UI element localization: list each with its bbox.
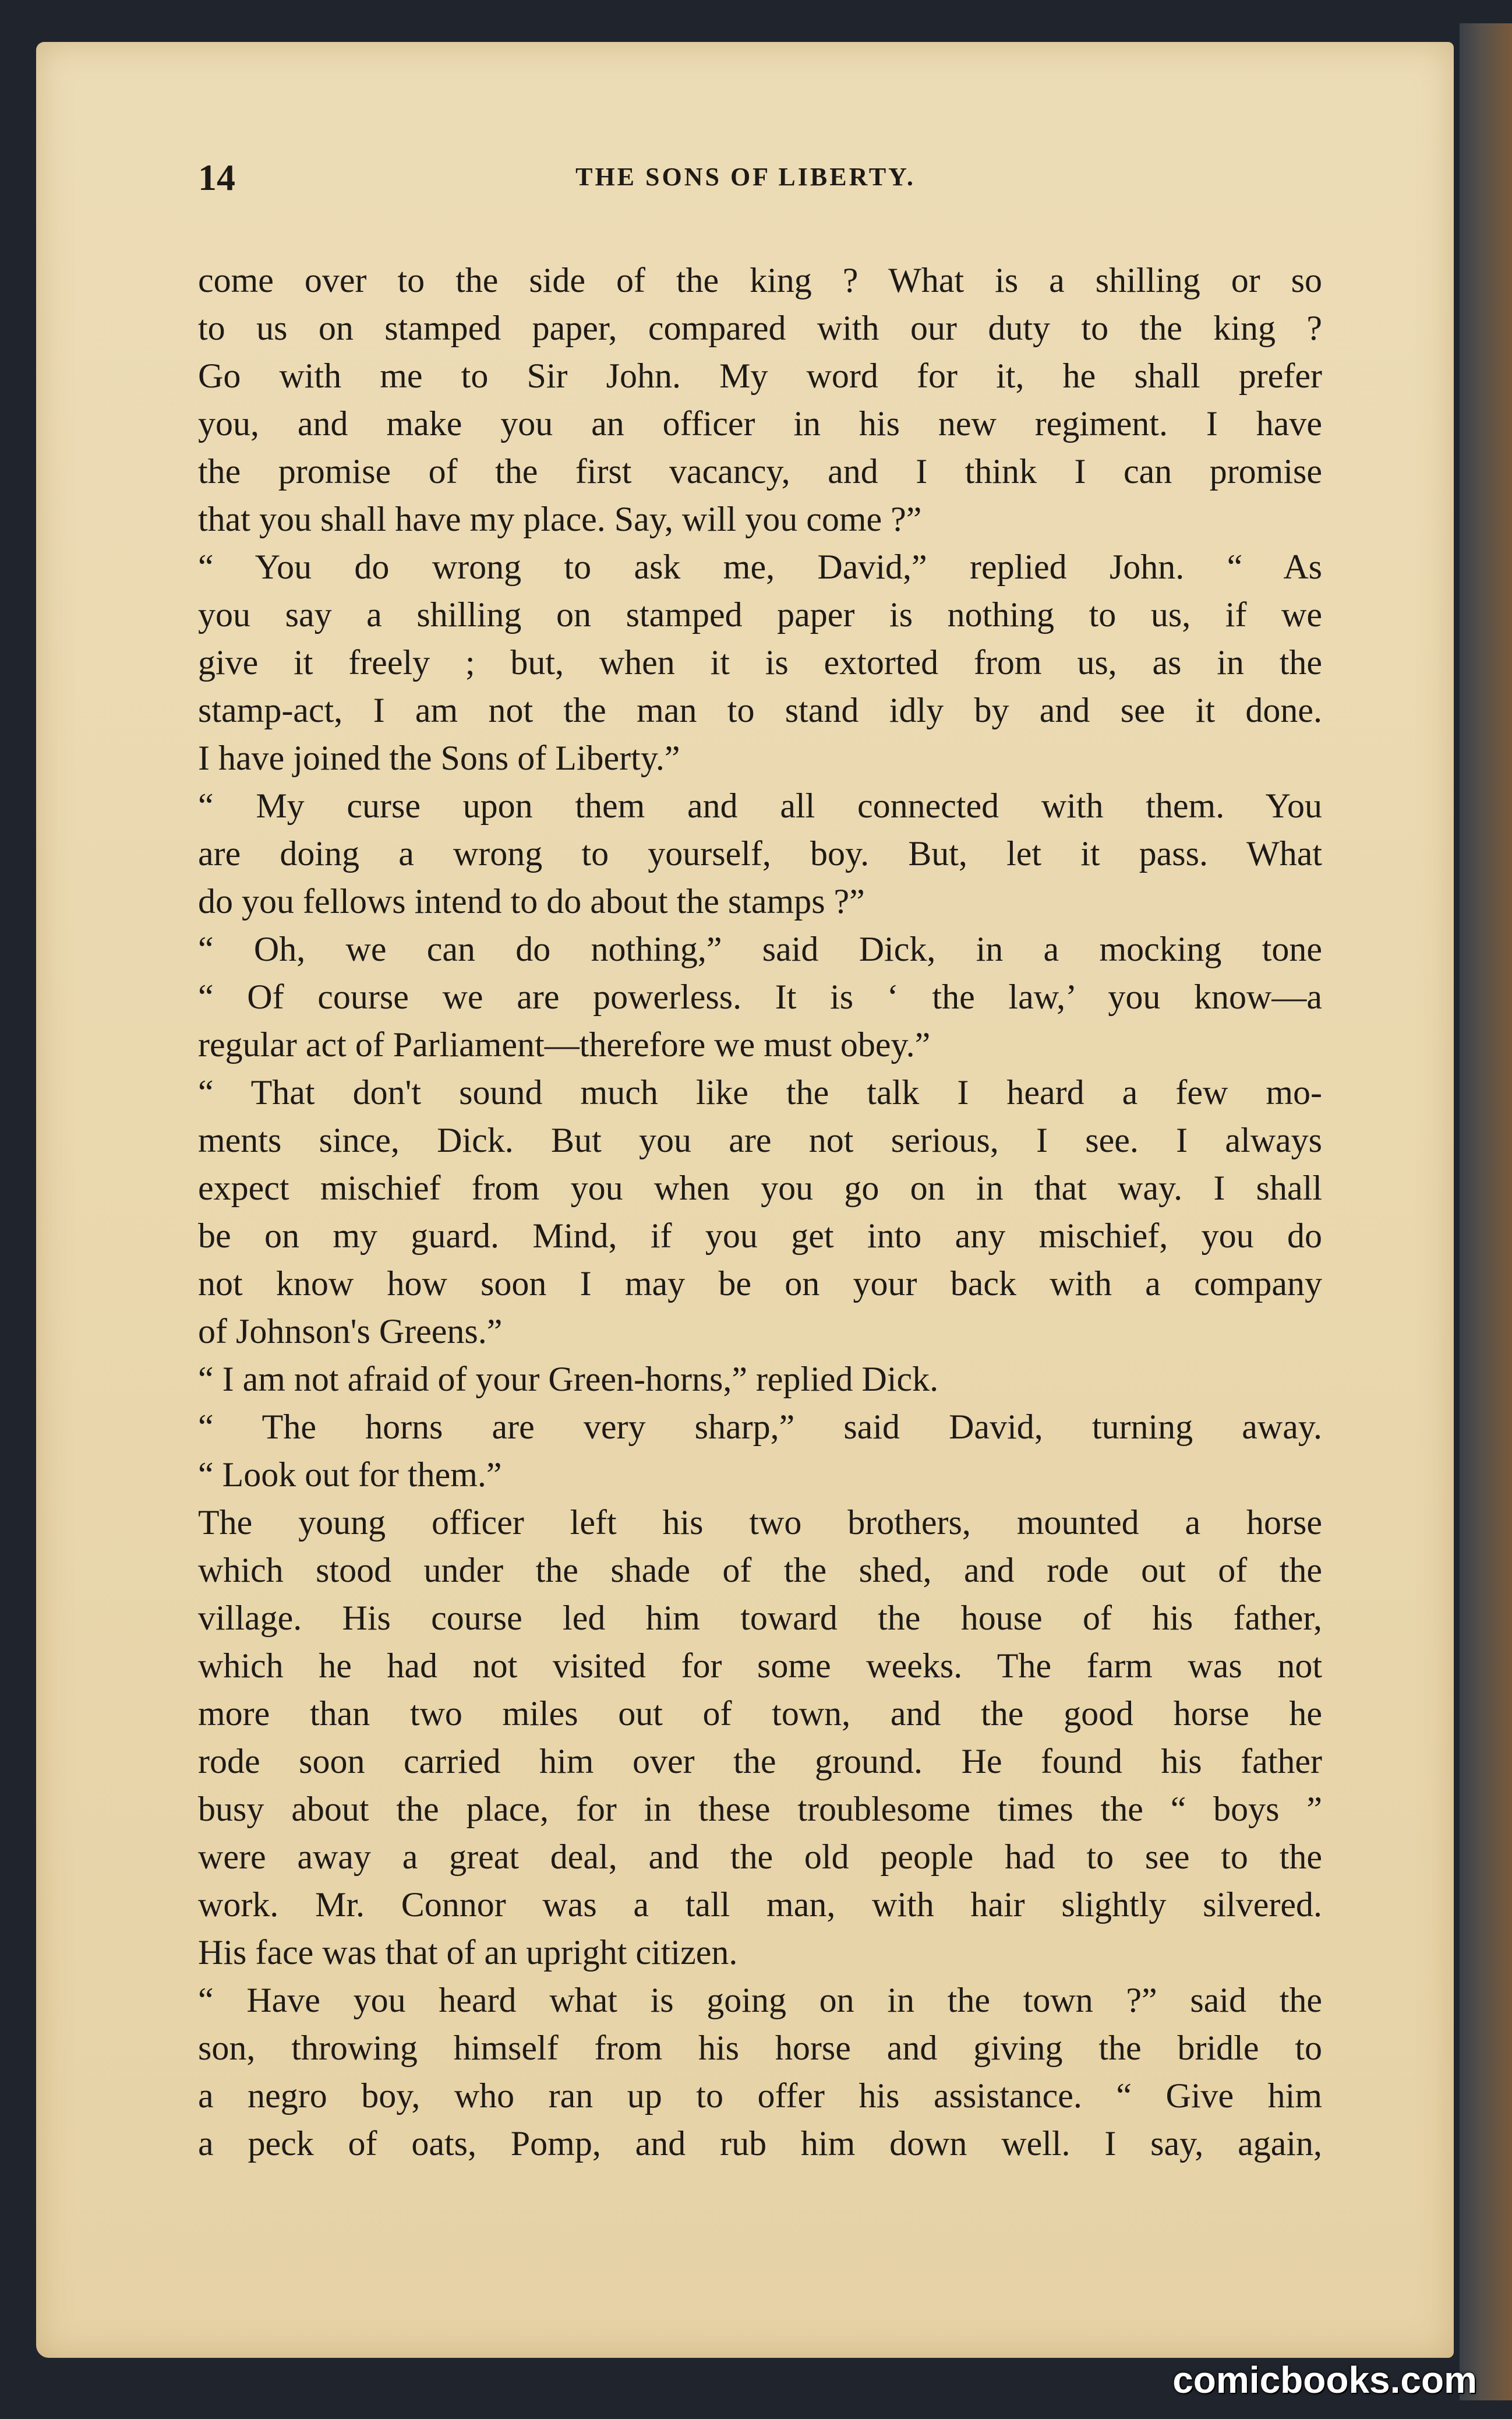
text-line: stamp-act, I am not the man to stand idly by and see it done. xyxy=(198,691,1322,729)
text-line: rode soon carried him over the ground. He found his father xyxy=(198,1742,1322,1780)
text-line: a peck of oats, Pomp, and rub him down well. I say, again, xyxy=(198,2124,1322,2163)
text-line: “ Have you heard what is going on in the town ?” said the xyxy=(198,1981,1322,2019)
text-line: His face was that of an upright citizen. xyxy=(198,1933,738,1972)
text-line: you say a shilling on stamped paper is nothing to us, if we xyxy=(198,595,1322,634)
text-line: “ Look out for them.” xyxy=(198,1455,502,1494)
text-line: “ You do wrong to ask me, David,” replied John. “ As xyxy=(198,548,1322,586)
watermark-logo: comicbooks.com xyxy=(1172,2359,1477,2401)
text-line: ments since, Dick. But you are not serious, I see. I always xyxy=(198,1121,1322,1159)
text-line: “ Of course we are powerless. It is ‘ the law,’ you know—a xyxy=(198,978,1322,1016)
text-line: are doing a wrong to yourself, boy. But, let it pass. What xyxy=(198,834,1322,873)
text-line: expect mischief from you when you go on in that way. I shall xyxy=(198,1169,1322,1207)
text-line: Go with me to Sir John. My word for it, he shall prefer xyxy=(198,357,1322,395)
text-line: “ My curse upon them and all connected with them. You xyxy=(198,787,1322,825)
text-line: of Johnson's Greens.” xyxy=(198,1312,503,1350)
text-line: be on my guard. Mind, if you get into any mischief, you do xyxy=(198,1216,1322,1255)
text-line: “ The horns are very sharp,” said David, turning away. xyxy=(198,1408,1322,1446)
text-line: that you shall have my place. Say, will you come ?” xyxy=(198,500,922,538)
text-line: “ Oh, we can do nothing,” said Dick, in a mocking tone xyxy=(198,930,1322,968)
text-line: regular act of Parliament—therefore we must obey.” xyxy=(198,1025,931,1064)
text-line: the promise of the first vacancy, and I think I can promise xyxy=(198,452,1322,491)
body-text xyxy=(198,256,1322,2167)
page-number: 14 xyxy=(198,157,235,198)
text-line: I have joined the Sons of Liberty.” xyxy=(198,739,680,777)
text-line: busy about the place, for in these troublesome times the “ boys ” xyxy=(198,1790,1322,1828)
text-line: give it freely ; but, when it is extorted from us, as in the xyxy=(198,643,1322,682)
text-line: village. His course led him toward the house of his father, xyxy=(198,1599,1322,1637)
text-line: work. Mr. Connor was a tall man, with hair slightly silvered. xyxy=(198,1885,1322,1924)
text-line: son, throwing himself from his horse and giving the bridle to xyxy=(198,2029,1322,2067)
running-title: THE SONS OF LIBERTY. xyxy=(575,163,916,191)
text-line: which stood under the shade of the shed, and rode out of the xyxy=(198,1551,1322,1589)
text-line: were away a great deal, and the old people had to see to the xyxy=(198,1838,1322,1876)
text-line: a negro boy, who ran up to offer his assistance. “ Give him xyxy=(198,2076,1322,2115)
text-line: you, and make you an officer in his new regiment. I have xyxy=(198,404,1322,443)
text-line: The young officer left his two brothers, mounted a horse xyxy=(198,1503,1322,1542)
text-line: which he had not visited for some weeks. The farm was not xyxy=(198,1646,1322,1685)
text-line: come over to the side of the king ? What is a shilling or so xyxy=(198,261,1322,299)
text-line: “ I am not afraid of your Green-horns,” replied Dick. xyxy=(198,1360,939,1398)
book-spine xyxy=(1460,23,1512,2400)
text-line: not know how soon I may be on your back with a company xyxy=(198,1264,1322,1303)
text-line: do you fellows intend to do about the stamps ?” xyxy=(198,882,865,921)
text-line: more than two miles out of town, and the good horse he xyxy=(198,1694,1322,1733)
page-header xyxy=(163,133,1328,209)
text-line: to us on stamped paper, compared with our duty to the king ? xyxy=(198,309,1322,347)
text-line: “ That don't sound much like the talk I heard a few mo- xyxy=(198,1073,1322,1112)
